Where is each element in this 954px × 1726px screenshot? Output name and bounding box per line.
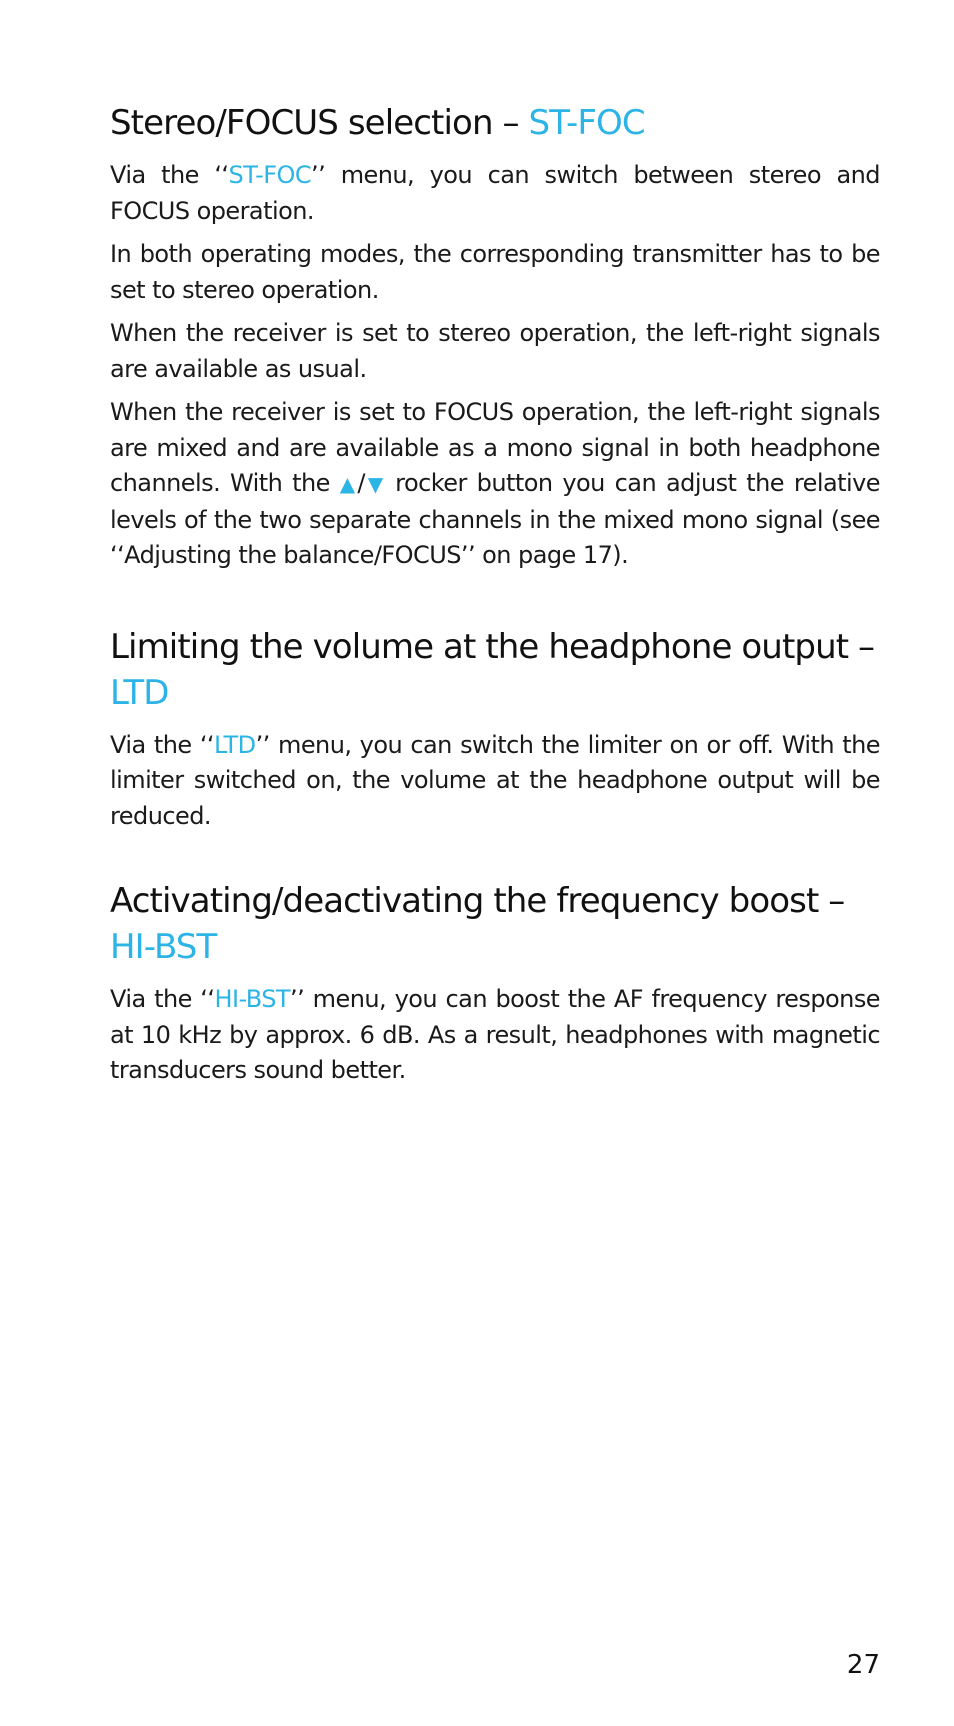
text: Via the ‘‘: [110, 985, 215, 1013]
heading-menu-code: LTD: [110, 672, 169, 713]
section-heading: [110, 878, 880, 970]
document-page: [110, 0, 880, 1097]
text: ’’ menu, you can boost the AF frequency response at 10 kHz by approx. 6 dB. As a result, headphones with magnetic transducers sound better.: [110, 985, 881, 1084]
section-ltd: [110, 624, 880, 835]
text: ’’ menu, you can switch between stereo and FOCUS operation.: [110, 161, 880, 225]
section-hi-bst: [110, 878, 880, 1089]
heading-text: Activating/deactivating the frequency boost –: [110, 881, 845, 921]
section-heading: [110, 624, 880, 716]
menu-code: LTD: [214, 730, 256, 759]
heading-text: Limiting the volume at the headphone output –: [110, 626, 875, 667]
heading-menu-code: HI-BST: [110, 927, 217, 967]
heading-text: Stereo/FOCUS selection –: [110, 103, 529, 143]
text: Via the ‘‘: [110, 161, 229, 189]
section-stereo-focus: [110, 100, 880, 574]
up-arrow-icon: ▲: [339, 472, 358, 496]
down-arrow-icon: ▼: [364, 472, 386, 496]
paragraph: [110, 728, 880, 835]
paragraph: [110, 982, 880, 1089]
menu-code: ST-FOC: [228, 161, 312, 189]
text: ’’ menu, you can switch the limiter on or off. With the limiter switched on, the volume at the headphone output will be reduced.: [110, 730, 880, 830]
text: When the receiver is set to FOCUS operation, the left-right signals are mixed and are available as a mono signal in both headphone channels. With the: [110, 398, 880, 497]
heading-menu-code: ST-FOC: [528, 103, 645, 143]
page-number: 27: [846, 1650, 880, 1680]
text: Via the ‘‘: [110, 730, 215, 759]
slash-text: /: [357, 469, 365, 497]
paragraph: When the receiver is set to stereo operation, the left-right signals are available as usual.: [110, 319, 880, 383]
menu-code: HI-BST: [214, 985, 291, 1013]
paragraph: In both operating modes, the corresponding transmitter has to be set to stereo operation.: [110, 240, 880, 304]
paragraph: [110, 395, 880, 574]
section-heading: [110, 100, 880, 146]
text: rocker button you can adjust the relative levels of the two separate channels in the mixed mono signal (see ‘‘Adjusting the balance/FOCUS’’ on page 17).: [110, 469, 880, 569]
paragraph: [110, 158, 880, 229]
